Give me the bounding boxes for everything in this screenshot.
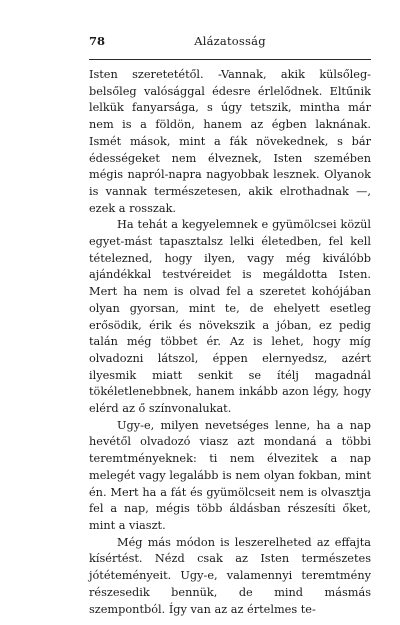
page-header	[89, 34, 371, 52]
paragraph: Ha tehát a kegyelemnek e gyümölcsei közül egyet-mást tapasztalsz lelki életedben, fel kell tételezned, hogy ilyen, vagy még kiválóbb ajándékkal testvéreidet is megáldotta Isten. Mert ha nem is olvad fel a szeretet kohójában olyan gyorsan, mint te, de ehelyett esetleg erősödik, érik és növekszik a jóban, ez pedig talán még többet ér. Az is lehet, hogy míg olvadozni látszol, éppen elernyedsz, azért ilyesmik miatt senkit se ítélj magadnál tökéletlenebbnek, hanem inkább azon légy, hogy elérd az ő színvonalukat.	[89, 218, 371, 416]
header-divider	[89, 59, 371, 60]
paragraph: Isten szeretetétől. -Vannak, akik külsőleg-belsőleg valósággal édesre érlelődnek. Eltűnik lelkük fanyarsága, s úgy tetszik, mintha már nem is a földön, hanem az égben laknának. Ismét mások, mint a fák növekednek, s bár édességeket nem élveznek, Isten szemében mégis napról-napra nagyobbak lesznek. Olyanok is vannak természetesen, akik elrothadnak —, ezek a rosszak.	[89, 68, 371, 215]
page-number: 78	[89, 34, 106, 48]
running-title: Alázatosság	[194, 34, 266, 48]
paragraph: Még más módon is leszerelheted az effajta kísértést. Nézd csak az Isten természetes jótéteményeit. Ugy-e, valamennyi teremtmény részesedik bennük, de mind másmás szempontból. Így van az az értelmes te-	[89, 535, 371, 616]
paragraph: Ugy-e, milyen nevetséges lenne, ha a nap hevétől olvadozó viasz azt mondaná a többi teremtményeknek: ti nem élvezitek a nap melegét vagy legalább is nem olyan fokban, mint én. Mert ha a fát és gyümölcseit nem is olvasztja fel a nap, mégis több áldásban részesíti őket, mint a viaszt.	[89, 418, 371, 532]
body-text	[89, 67, 371, 618]
